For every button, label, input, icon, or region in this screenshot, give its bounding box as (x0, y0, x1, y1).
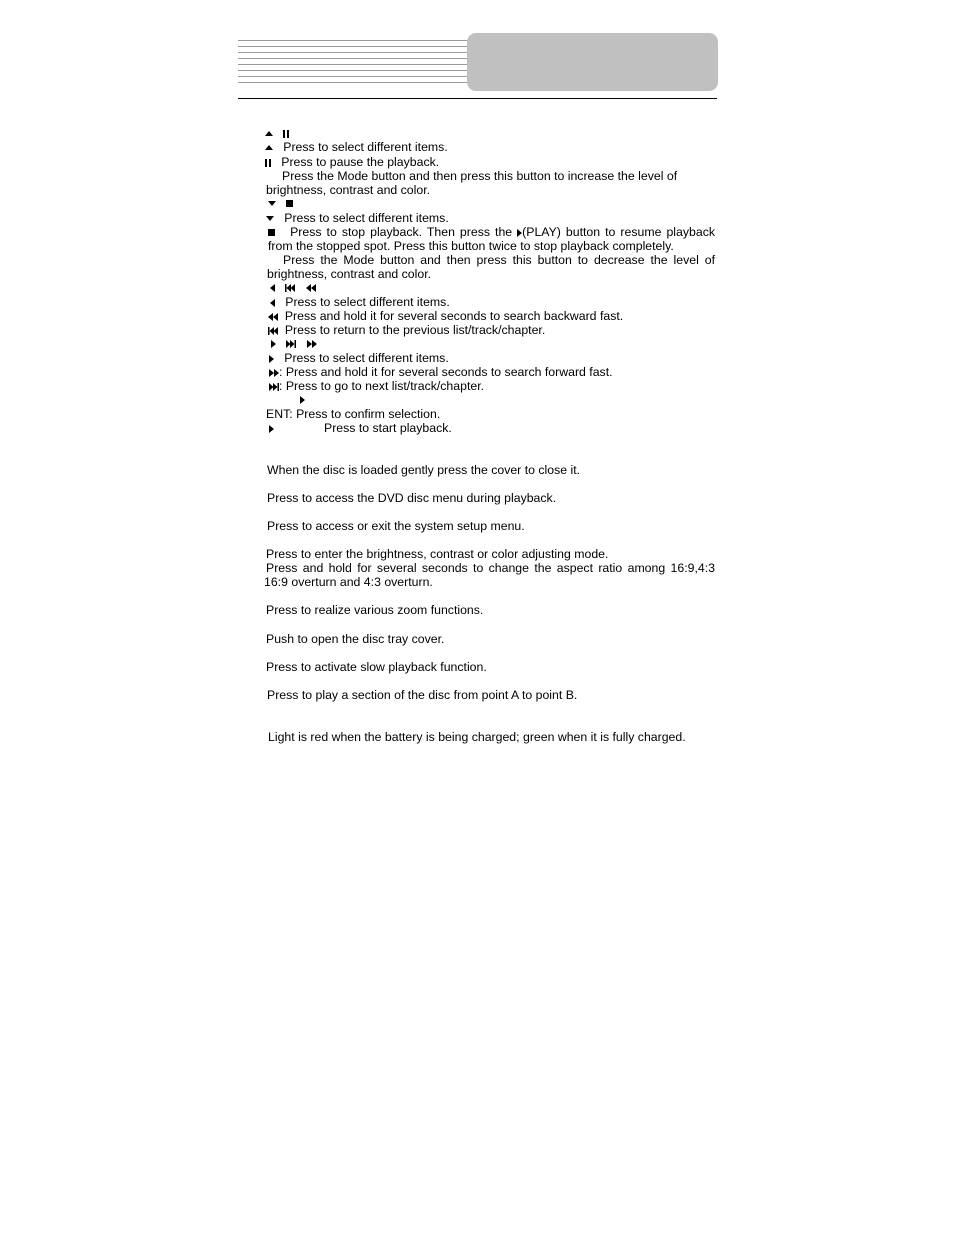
fast-forward-line (269, 365, 613, 379)
fast-forward-text: : Press and hold it for several seconds to search forward fast. (279, 365, 613, 379)
ab-description: Press to play a section of the disc from point A to point B. (267, 688, 578, 702)
right-arrow-icon (269, 355, 274, 363)
pause-text: Press to pause the playback. (281, 155, 440, 169)
play-symbol (300, 393, 305, 407)
right-next-ff-symbols (271, 337, 317, 351)
previous-icon (285, 284, 295, 292)
stop-line-2: from the stopped spot. Press this button twice to stop playback completely. (268, 239, 674, 253)
left-arrow-icon (270, 299, 275, 307)
down-arrow-icon (268, 201, 276, 206)
menu-description: Press to access the DVD disc menu during playback. (267, 491, 557, 505)
left-prev-rev-symbols (270, 281, 316, 295)
stop-icon (286, 200, 293, 207)
up-arrow-icon (265, 131, 273, 136)
resume-text: (PLAY) button to resume playback (522, 225, 715, 239)
previous-icon (268, 327, 278, 335)
right-arrow-icon (271, 340, 276, 348)
next-icon (269, 383, 279, 391)
up-arrow-icon (265, 145, 273, 150)
open-description: Push to open the disc tray cover. (266, 632, 445, 646)
setup-description: Press to access or exit the system setup menu. (267, 519, 525, 533)
slow-description: Press to activate slow playback function. (266, 660, 487, 674)
up-pause-symbols (265, 127, 289, 141)
right-select-text: Press to select different items. (284, 351, 449, 365)
fast-forward-icon (307, 340, 317, 348)
cover-description: When the disc is loaded gently press the cover to close it. (267, 463, 581, 477)
zoom-description: Press to realize various zoom functions. (266, 603, 484, 617)
header-decorative-lines (238, 40, 470, 88)
down-select-text: Press to select different items. (284, 211, 449, 225)
rewind-line (268, 309, 623, 323)
right-select-line (269, 351, 449, 365)
play-text: Press to start playback. (324, 421, 452, 435)
pause-icon (283, 130, 289, 138)
mode-description-2: Press and hold for several seconds to change the aspect ratio among 16:9,4:3 (266, 561, 715, 575)
mode-decrease-line: Press the Mode button and then press this button to decrease the level of (283, 253, 715, 267)
pause-icon (265, 159, 271, 167)
stop-line (268, 225, 715, 239)
stop-icon (268, 229, 275, 236)
enter-line: ENT: Press to confirm selection. (266, 407, 441, 421)
next-icon (286, 340, 296, 348)
header-tab (467, 33, 718, 91)
fast-forward-icon (269, 369, 279, 377)
up-select-text: Press to select different items. (283, 140, 448, 154)
charge-indicator-description: Light is red when the battery is being charged; green when it is fully charged. (268, 730, 686, 744)
rewind-icon (268, 313, 278, 321)
play-arrow-icon (300, 396, 305, 404)
mode-increase-line: Press the Mode button and then press this button to increase the level of (282, 169, 678, 183)
mode-description: Press to enter the brightness, contrast or color adjusting mode. (266, 547, 609, 561)
play-arrow-icon (269, 425, 274, 433)
left-arrow-icon (270, 284, 275, 292)
mode-description-3: 16:9 overturn and 4:3 overturn. (264, 575, 433, 589)
play-line (269, 421, 452, 435)
previous-text: Press to return to the previous list/track/chapter. (284, 323, 546, 337)
stop-text: Press to stop playback. Then press the (290, 225, 513, 239)
down-arrow-icon (266, 216, 274, 221)
mode-decrease-line-2: brightness, contrast and color. (267, 267, 432, 281)
down-stop-symbols (268, 197, 293, 211)
rewind-text: Press and hold it for several seconds to search backward fast. (284, 309, 624, 323)
previous-line (268, 323, 545, 337)
header-rule (238, 98, 717, 99)
mode-increase-line-2: brightness, contrast and color. (266, 183, 431, 197)
next-line (269, 379, 484, 393)
rewind-icon (306, 284, 316, 292)
down-select-line (266, 211, 449, 225)
next-text: : Press to go to next list/track/chapter. (279, 379, 485, 393)
pause-line (265, 155, 439, 169)
left-select-line (270, 295, 450, 309)
up-select-line (265, 140, 448, 154)
left-select-text: Press to select different items. (285, 295, 450, 309)
